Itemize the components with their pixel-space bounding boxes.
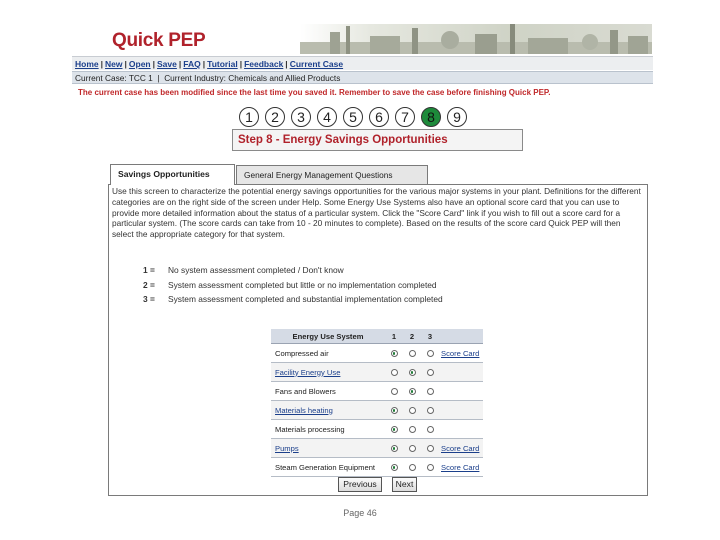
- nav-separator: |: [202, 59, 206, 69]
- radio-cell: [421, 344, 439, 363]
- case-value: TCC 1: [128, 73, 153, 83]
- nav-feedback[interactable]: Feedback: [244, 59, 284, 69]
- header-energy-use-system: Energy Use System: [271, 329, 385, 344]
- radio-cell: [421, 439, 439, 458]
- nav-separator: |: [239, 59, 243, 69]
- nav-tutorial[interactable]: Tutorial: [207, 59, 238, 69]
- score-card-link: [439, 382, 483, 401]
- radio-cell: [421, 401, 439, 420]
- tab-general-energy-management[interactable]: General Energy Management Questions: [236, 165, 428, 185]
- step-7-button[interactable]: 7: [395, 107, 415, 127]
- step-6-button[interactable]: 6: [369, 107, 389, 127]
- category-3-radio[interactable]: [427, 388, 434, 395]
- category-1-radio[interactable]: [391, 369, 398, 376]
- header-col-2: 2: [403, 329, 421, 344]
- radio-cell: [385, 439, 403, 458]
- instructions-text: Use this screen to characterize the potential energy savings opportunities for the various major systems in your plant. Definitions for the different categories are on the right side of the screen under Help. Some Energy Use Systems also have an optional score card that you can use to provide more detailed information about the status of a particular system. Click the "Score Card" link if you wish to fill out a score card for a particular system. (The score cards can take from 10 - 20 minutes to complete). Based on the results of the score card Quick PEP will then select the appropriate category for that system.: [112, 186, 641, 240]
- category-1-radio[interactable]: [391, 388, 398, 395]
- table-row: [271, 363, 483, 382]
- previous-button[interactable]: Previous: [338, 477, 382, 492]
- nav-home[interactable]: Home: [75, 59, 99, 69]
- case-separator: |: [155, 73, 162, 83]
- main-nav: [72, 56, 653, 70]
- radio-cell: [385, 458, 403, 477]
- step-navigator: [239, 107, 467, 127]
- system-name: Compressed air: [271, 344, 385, 363]
- step-4-button[interactable]: 4: [317, 107, 337, 127]
- radio-cell: [421, 458, 439, 477]
- nav-open[interactable]: Open: [128, 59, 151, 69]
- table-row: [271, 382, 483, 401]
- table-row: [271, 439, 483, 458]
- category-2-radio[interactable]: [409, 464, 416, 471]
- category-2-radio[interactable]: [409, 350, 416, 357]
- radio-cell: [385, 344, 403, 363]
- system-name: Steam Generation Equipment: [271, 458, 385, 477]
- radio-cell: [403, 458, 421, 477]
- nav-separator: |: [152, 59, 156, 69]
- radio-cell: [421, 382, 439, 401]
- table-header-row: [271, 329, 483, 344]
- table-row: [271, 458, 483, 477]
- category-3-radio[interactable]: [427, 426, 434, 433]
- category-3-radio[interactable]: [427, 464, 434, 471]
- legend-item: [143, 265, 344, 275]
- table-row: [271, 401, 483, 420]
- score-card-link[interactable]: Score Card: [439, 458, 483, 477]
- nav-separator: |: [100, 59, 104, 69]
- page-number: Page 46: [343, 508, 377, 518]
- score-card-link: [439, 420, 483, 439]
- category-1-radio[interactable]: [391, 445, 398, 452]
- legend-key: 2 =: [143, 280, 155, 290]
- app-logo: Quick PEP: [112, 30, 206, 51]
- energy-systems-table: [271, 329, 483, 477]
- legend-key: 1 =: [143, 265, 155, 275]
- case-info-bar: [72, 71, 653, 84]
- radio-cell: [403, 401, 421, 420]
- category-2-radio[interactable]: [409, 407, 416, 414]
- category-3-radio[interactable]: [427, 350, 434, 357]
- radio-cell: [403, 420, 421, 439]
- score-card-link: [439, 401, 483, 420]
- category-2-radio[interactable]: [409, 388, 416, 395]
- legend-text: System assessment completed but little or no implementation completed: [168, 280, 437, 290]
- legend-key: 3 =: [143, 294, 155, 304]
- step-1-button[interactable]: 1: [239, 107, 259, 127]
- radio-cell: [421, 363, 439, 382]
- category-3-radio[interactable]: [427, 369, 434, 376]
- radio-cell: [403, 344, 421, 363]
- header-banner-image: [300, 24, 652, 54]
- nav-separator: |: [178, 59, 182, 69]
- category-1-radio[interactable]: [391, 350, 398, 357]
- category-1-radio[interactable]: [391, 464, 398, 471]
- score-card-link: [439, 363, 483, 382]
- nav-new[interactable]: New: [105, 59, 123, 69]
- nav-save[interactable]: Save: [157, 59, 177, 69]
- header-score-card: [439, 329, 483, 344]
- nav-separator: |: [285, 59, 288, 69]
- radio-cell: [385, 401, 403, 420]
- legend-item: [143, 280, 437, 290]
- category-3-radio[interactable]: [427, 407, 434, 414]
- category-2-radio[interactable]: [409, 426, 416, 433]
- category-1-radio[interactable]: [391, 426, 398, 433]
- radio-cell: [403, 363, 421, 382]
- case-label: Current Case:: [75, 73, 127, 83]
- legend-text: No system assessment completed / Don't know: [168, 265, 344, 275]
- system-name[interactable]: Pumps: [271, 439, 385, 458]
- header-col-3: 3: [421, 329, 439, 344]
- category-3-radio[interactable]: [427, 445, 434, 452]
- nav-faq[interactable]: FAQ: [183, 59, 201, 69]
- industry-value: Chemicals and Allied Products: [228, 73, 341, 83]
- header-col-1: 1: [385, 329, 403, 344]
- category-2-radio[interactable]: [409, 445, 416, 452]
- step-title: Step 8 - Energy Savings Opportunities: [232, 129, 523, 151]
- next-button[interactable]: Next: [392, 477, 417, 492]
- legend-item: [143, 294, 443, 304]
- step-9-button[interactable]: 9: [447, 107, 467, 127]
- score-card-link[interactable]: Score Card: [439, 344, 483, 363]
- unsaved-warning: The current case has been modified since the last time you saved it. Remember to save the case before finishing Quick PEP.: [78, 88, 551, 97]
- nav-separator: |: [124, 59, 127, 69]
- tab-savings-opportunities[interactable]: Savings Opportunities: [110, 164, 235, 185]
- radio-cell: [403, 439, 421, 458]
- industry-label: Current Industry:: [164, 73, 226, 83]
- radio-cell: [385, 363, 403, 382]
- system-name: Fans and Blowers: [271, 382, 385, 401]
- nav-current-case[interactable]: Current Case: [289, 59, 344, 69]
- system-name[interactable]: Facility Energy Use: [271, 363, 385, 382]
- system-name: Materials processing: [271, 420, 385, 439]
- table-row: [271, 344, 483, 363]
- step-8-button[interactable]: 8: [421, 107, 441, 127]
- step-3-button[interactable]: 3: [291, 107, 311, 127]
- legend-text: System assessment completed and substantial implementation completed: [168, 294, 443, 304]
- category-1-radio[interactable]: [391, 407, 398, 414]
- system-name[interactable]: Materials heating: [271, 401, 385, 420]
- radio-cell: [403, 382, 421, 401]
- table-row: [271, 420, 483, 439]
- radio-cell: [385, 420, 403, 439]
- step-2-button[interactable]: 2: [265, 107, 285, 127]
- radio-cell: [421, 420, 439, 439]
- category-2-radio[interactable]: [409, 369, 416, 376]
- step-5-button[interactable]: 5: [343, 107, 363, 127]
- radio-cell: [385, 382, 403, 401]
- score-card-link[interactable]: Score Card: [439, 439, 483, 458]
